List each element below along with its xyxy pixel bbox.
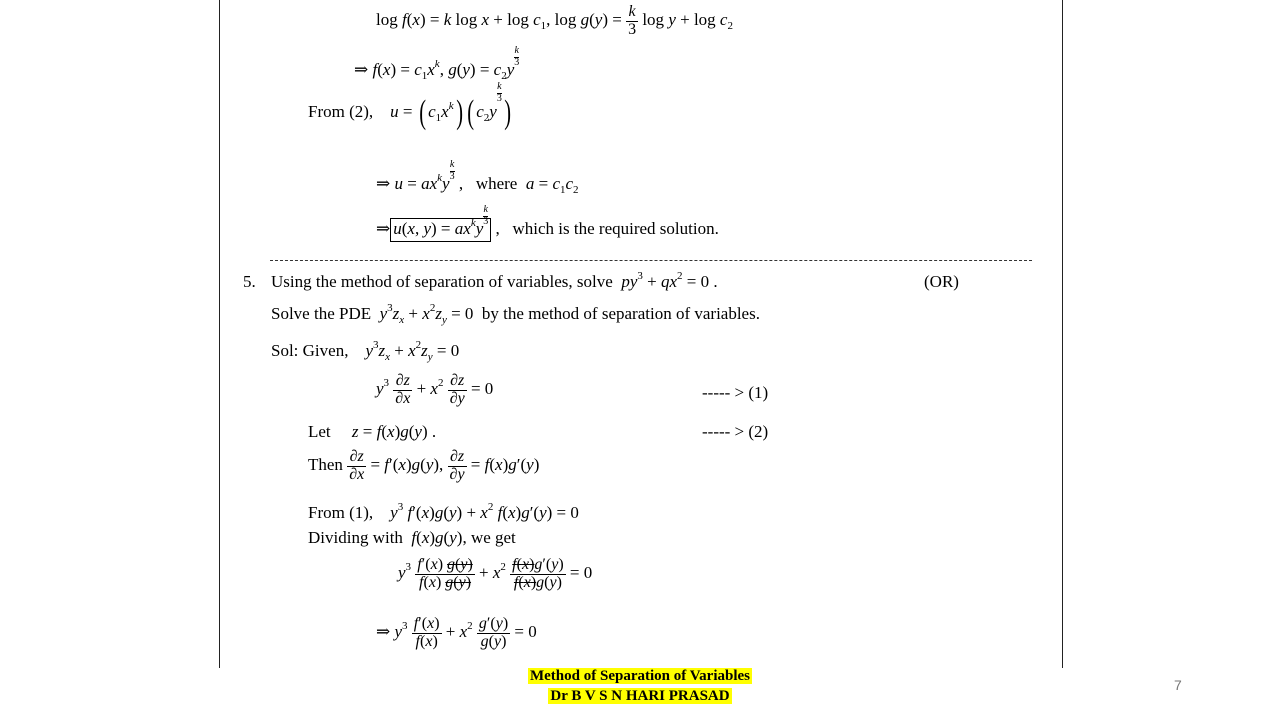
question-text: Using the method of separation of variables, solve $py^3 + qx^2 = 0$ . [271, 270, 718, 291]
question-number: 5. [243, 272, 256, 291]
math-line-let: Let z = f(x)g(y) . [308, 422, 437, 441]
footer-title: Method of Separation of Variables [529, 668, 750, 684]
math-line-pde: $y^3$ $\frac{\partial z}{\partial x}$ + $x^2$ $\frac{\partial z}{\partial y}$ = 0 [376, 372, 494, 407]
question-alt: Solve the PDE $y^3z_x + x^2z_y = 0$ by the method of separation of variables. [271, 302, 760, 326]
math-line-then: Then $\frac{\partial z}{\partial x}$ = f′(x)g(y), $\frac{\partial z}{\partial y}$ = f(x)g′(y) [308, 448, 540, 483]
math-line-dividing: Dividing with f(x)g(y), we get [308, 528, 516, 547]
math-line-u: ⇒ $u = ax^ky$ $\frac{k}{3}$ , where $a = c_1c_2$ [376, 159, 579, 196]
question-or: (OR) [924, 272, 959, 291]
math-line-log: log f(x) = k $\log x + \log c_1$, log g(y) = $\frac{k}{3}$ $\log y + \log c_2$ [376, 3, 733, 38]
sol-given: Sol: Given, $y^3z_x + x^2z_y = 0$ [271, 339, 460, 363]
equation-ref-1: ----- > (1) [702, 383, 769, 402]
math-line-from2: From (2), u = ( $c_1x^k$) ( $c_2y$ $\frac{k}{3}$ ) [308, 81, 511, 131]
math-line-divided: $y^3$ $\frac{f'(x) g(y)}{f(x) g(y)}$ + $x^2$ $\frac{f(x)g'(y)}{f(x)g(y)}$ = 0 [398, 556, 593, 591]
math-line-solution: ⇒ u(x, $y) = ax^ky$ $\frac{k}{3}$ , which is the required solution. [376, 218, 719, 242]
math-line-fg: ⇒ $f(x) = c_1x^k$, $g(y) = c_2y$ $\frac{k}{3}$ [354, 45, 520, 82]
page-number: 7 [1174, 677, 1182, 693]
equation-ref-2: ----- > (2) [702, 422, 769, 441]
math-line-simplified: ⇒ $y^3$ $\frac{f'(x)}{f(x)}$ + $x^2$ $\frac{g'(y)}{g(y)}$ = 0 [376, 615, 537, 650]
footer-author: Dr B V S N HARI PRASAD [550, 688, 730, 704]
math-line-from1: From (1), $y^3$ $f'(x)g(y) + x^2$ f(x)g′(y) = 0 [308, 501, 579, 522]
section-divider [270, 260, 1032, 261]
